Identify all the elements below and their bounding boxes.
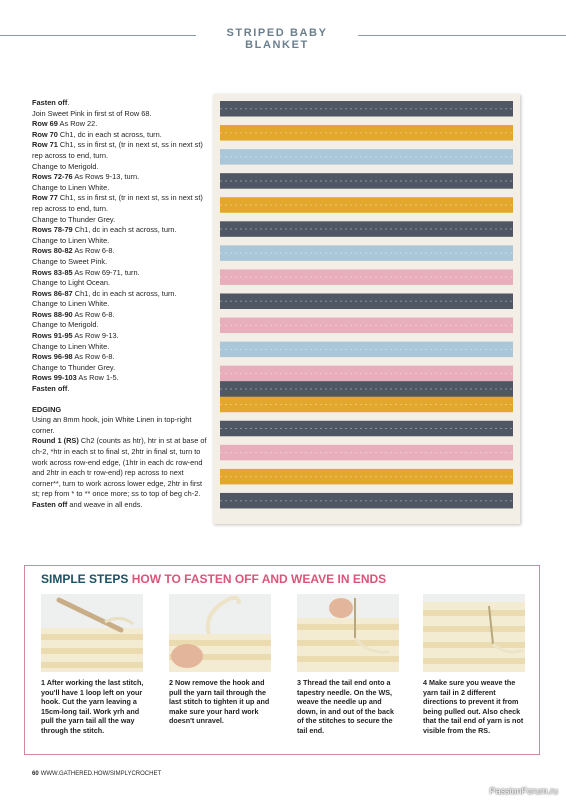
pattern-line (32, 257, 207, 268)
blanket-stripe-linen (220, 141, 513, 150)
page-number: 60 (32, 771, 39, 777)
pattern-row-text: As Row 6-8. (72, 246, 115, 256)
footer-url[interactable]: WWW.GATHERED.HOW/SIMPLYCROCHET (40, 771, 162, 777)
pattern-row-label: Fasten off (32, 98, 68, 107)
pattern-row-label: Row 71 (32, 140, 58, 150)
step-3-image (297, 594, 399, 672)
pattern-row-text: Change to Linen White. (32, 235, 110, 245)
pattern-line (32, 119, 207, 130)
pattern-line (32, 98, 207, 109)
step-4-text (423, 678, 527, 736)
pattern-line (32, 130, 207, 141)
step-1-body: After working the last stitch, you'll have 1 loop left on your hook. Cut the yarn leaving a 15cm-long tail. Work yrh and pull the yarn tail all the way through the stitch. (41, 678, 144, 735)
step-1-photo (41, 594, 143, 672)
pattern-row-text: . (67, 98, 70, 107)
step-2-photo (169, 594, 271, 672)
pattern-instructions (32, 98, 207, 511)
blanket-stripe-linen (220, 508, 513, 517)
pattern-row-text: Ch1, ss in first st, (tr in next st, ss in next st) rep across to end, turn. (32, 140, 203, 160)
pattern-row-label: Rows 72-76 (32, 172, 73, 182)
pattern-line (32, 363, 207, 374)
blanket-stripe-linen (220, 189, 513, 198)
step-1-number: 1 (41, 678, 45, 687)
pattern-row-label: Row 77 (32, 193, 58, 203)
pattern-line (32, 215, 207, 226)
pattern-line (32, 172, 207, 183)
watermark: PassionForum.ru (489, 786, 558, 796)
step-4-photo (423, 594, 525, 672)
pattern-line (32, 140, 207, 161)
pattern-row-label: Rows 78-79 (32, 225, 73, 235)
edging-intro: Using an 8mm hook, join White Linen in top-right corner. (32, 415, 192, 435)
simple-steps-heading (41, 572, 386, 586)
pattern-row-label: Rows 83-85 (32, 267, 73, 277)
blanket-photo (213, 94, 520, 524)
pattern-row-text: Join Sweet Pink in first st of Row 68. (32, 108, 152, 118)
blanket-stripe-linen (220, 309, 513, 318)
pattern-line (32, 310, 207, 321)
pattern-line (32, 320, 207, 331)
blanket-stripe-linen (220, 436, 513, 445)
pattern-row-text: Change to Linen White. (32, 299, 110, 309)
pattern-row-text: Change to Thunder Grey. (32, 362, 116, 372)
blanket-stripe-linen (220, 333, 513, 342)
pattern-line (32, 299, 207, 310)
step-3-number: 3 (297, 678, 301, 687)
header-rule-right (358, 35, 566, 36)
pattern-line (32, 352, 207, 363)
step-2-image (169, 594, 271, 672)
step-1-image (41, 594, 143, 672)
pattern-row-text: Change to Sweet Pink. (32, 256, 108, 266)
step-2-text (169, 678, 273, 726)
pattern-row-text: . (67, 384, 70, 394)
pattern-row-label: Row 69 (32, 119, 58, 129)
pattern-row-text: As Row 6-8. (72, 309, 115, 319)
pattern-row-text: Change to Light Ocean. (32, 278, 111, 288)
pattern-row-text: Change to Thunder Grey. (32, 214, 116, 224)
pattern-line (32, 342, 207, 353)
pattern-row-label: Row 70 (32, 129, 58, 139)
pattern-row-text: As Row 22. (57, 119, 98, 129)
pattern-row-label: Rows 96-98 (32, 352, 73, 362)
edging-heading: EDGING (32, 404, 62, 414)
pattern-line (32, 246, 207, 257)
blanket-stripe-linen (220, 484, 513, 493)
pattern-row-text: Ch1, ss in first st, (tr in next st, ss in next st) rep across to end, turn. (32, 193, 203, 213)
edging-round (32, 436, 207, 500)
edging-round-text: Ch2 (counts as htr), htr in st at base of ch-2, *htr in each st to final st, 2htr in final st, turn to work across row-end edge, (1htr in each dc row-end and 2htr in each tr row-end) rep across to next corner**, turn to work across lower edge, 2htr in first st; rep from * to ** once more; ss to top of beg ch-2. (32, 436, 207, 499)
pattern-line (32, 183, 207, 194)
step-4-body: Make sure you weave the yarn tail in 2 different directions to prevent it from being pulled out. Also check that the tail end of yarn is not visible from the RS. (423, 678, 524, 735)
step-1-text (41, 678, 145, 736)
pattern-row-text: As Row 69-71, turn. (72, 267, 140, 277)
edging-end (32, 500, 207, 511)
blanket-stripe-linen (220, 460, 513, 469)
pattern-row-text: Change to Merigold. (32, 320, 99, 330)
blanket-stripes (213, 94, 520, 524)
pattern-line (32, 225, 207, 236)
edging-round-label: Round 1 (RS) (32, 436, 79, 446)
pattern-row-label: Rows 80-82 (32, 246, 73, 256)
pattern-row-label: Rows 99-103 (32, 373, 77, 383)
blanket-stripe-linen (220, 165, 513, 174)
pattern-row-label: Rows 86-87 (32, 288, 73, 298)
pattern-rows (32, 98, 207, 395)
step-3-body: Thread the tail end onto a tapestry needle. On the WS, weave the needle up and down, in and out of the back of the stitches to secure the tail end. (297, 678, 395, 735)
step-2-body: Now remove the hook and pull the yarn tail through the last stitch to tighten it up and make sure your hard work doesn't unravel. (169, 678, 270, 726)
step-4-number: 4 (423, 678, 427, 687)
pattern-row-text: Ch1, dc in each st across, turn. (72, 225, 177, 235)
simple-steps-box (24, 565, 540, 755)
pattern-line (32, 236, 207, 247)
pattern-line (32, 384, 207, 395)
pattern-row-text: Ch1, dc in each st across, turn. (57, 129, 162, 139)
page-footer (32, 771, 161, 777)
step-4-image (423, 594, 525, 672)
blanket-stripe-linen (220, 285, 513, 294)
blanket-stripe-linen (220, 357, 513, 366)
pattern-row-label: Rows 88-90 (32, 309, 73, 319)
step-2-number: 2 (169, 678, 173, 687)
pattern-line (32, 289, 207, 300)
pattern-row-text: As Row 6-8. (72, 352, 115, 362)
step-3-text (297, 678, 401, 736)
pattern-row-label: Fasten off (32, 384, 68, 394)
pattern-row-text: As Row 9-13. (72, 331, 119, 341)
blanket-stripe-linen (220, 237, 513, 246)
simple-steps-subtitle: HOW TO FASTEN OFF AND WEAVE IN ENDS (131, 572, 387, 586)
header-rule-left (0, 35, 196, 36)
page-title: STRIPED BABY BLANKET (226, 27, 328, 51)
blanket-stripe-linen (220, 117, 513, 126)
simple-steps-label: SIMPLE STEPS (41, 572, 129, 586)
blanket-stripe-linen (220, 412, 513, 421)
pattern-line (32, 268, 207, 279)
pattern-line (32, 109, 207, 120)
pattern-line (32, 278, 207, 289)
pattern-line (32, 193, 207, 214)
blanket-stripe-linen (220, 261, 513, 270)
blanket-stripe-linen (220, 213, 513, 222)
pattern-line (32, 331, 207, 342)
edging-end-text: and weave in all ends. (67, 499, 143, 509)
pattern-row-text: Ch1, dc in each st across, turn. (72, 288, 177, 298)
pattern-row-text: Change to Merigold. (32, 161, 99, 171)
pattern-row-text: As Row 1-5. (76, 373, 119, 383)
pattern-line (32, 373, 207, 384)
pattern-row-text: Change to Linen White. (32, 182, 110, 192)
edging-end-bold: Fasten off (32, 499, 68, 509)
pattern-row-label: Rows 91-95 (32, 331, 73, 341)
step-3-photo (297, 594, 399, 672)
pattern-line (32, 162, 207, 173)
pattern-row-text: As Rows 9-13, turn. (72, 172, 140, 182)
pattern-row-text: Change to Linen White. (32, 341, 110, 351)
